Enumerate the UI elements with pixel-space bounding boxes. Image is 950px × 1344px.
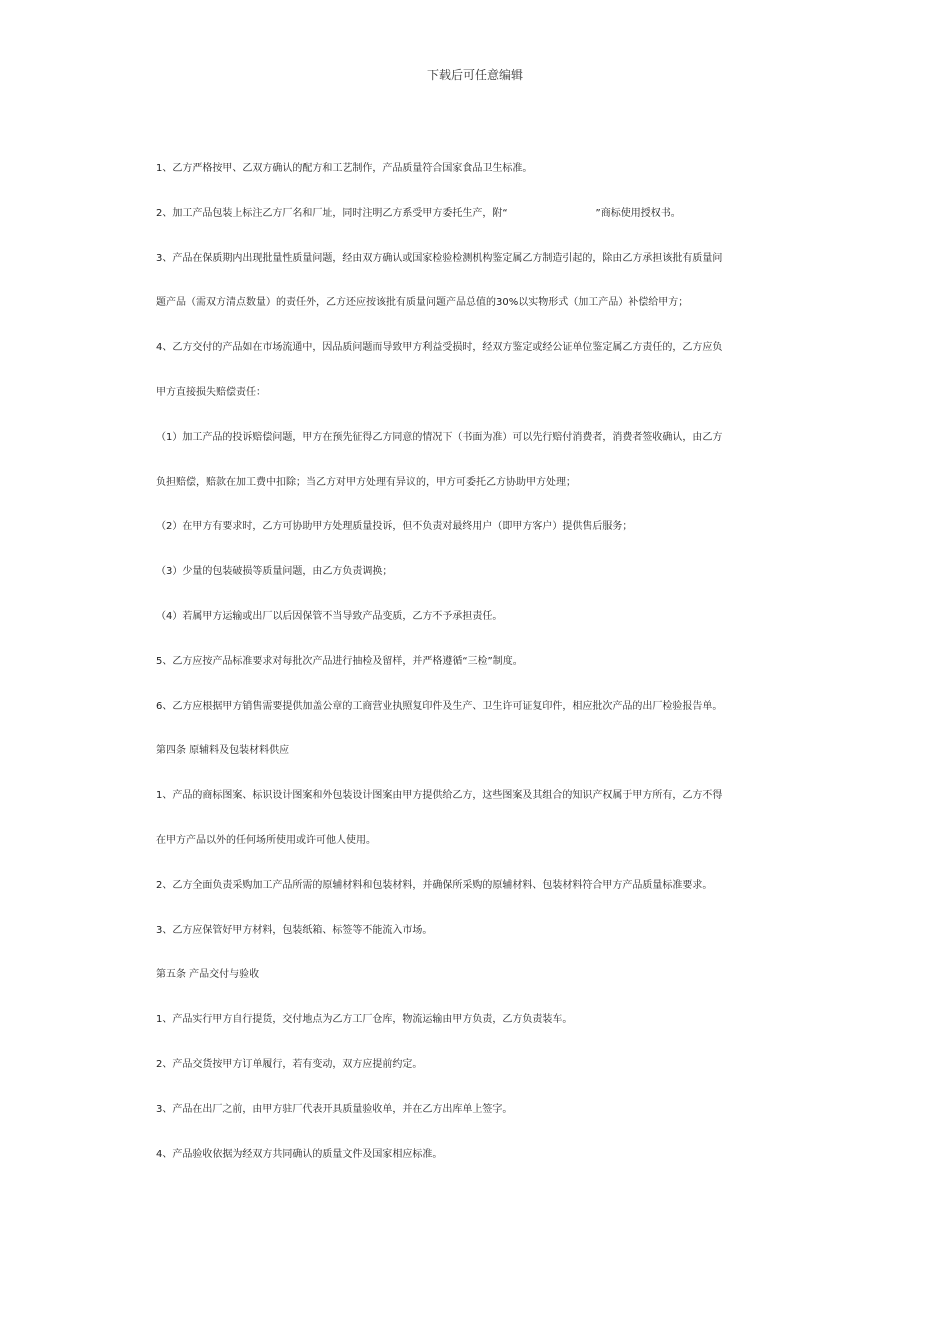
section-heading: 第四条 原辅料及包装材料供应 <box>156 745 290 757</box>
paragraph-line: 题产品（需双方清点数量）的责任外，乙方还应按该批有质量问题产品总值的30%以实物形式（加工产品）补偿给甲方； <box>156 297 689 309</box>
document-body <box>156 162 796 1192</box>
paragraph-line: 1、乙方严格按甲、乙双方确认的配方和工艺制作，产品质量符合国家食品卫生标准。 <box>156 163 533 174</box>
paragraph-line-trademark <box>156 207 796 221</box>
paragraph-line: （2）在甲方有要求时，乙方可协助甲方处理质量投诉，但不负责对最终用户（即甲方客户）提供售后服务； <box>156 521 633 533</box>
paragraph-line: 负担赔偿，赔款在加工费中扣除；当乙方对甲方处理有异议的，甲方可委托乙方协助甲方处理； <box>156 476 576 488</box>
paragraph-line: （3）少量的包装破损等质量问题，由乙方负责调换； <box>156 566 393 578</box>
paragraph-line: 4、产品验收依据为经双方共同确认的质量文件及国家相应标准。 <box>156 1148 443 1160</box>
paragraph-line: 2、产品交货按甲方订单履行，若有变动，双方应提前约定。 <box>156 1058 423 1070</box>
paragraph-line-tail: ”商标使用授权书。 <box>595 207 681 219</box>
paragraph-line: 1、产品实行甲方自行提货，交付地点为乙方工厂仓库，物流运输由甲方负责，乙方负责装车。 <box>156 1014 573 1026</box>
page-header: 下载后可任意编辑 <box>426 68 523 82</box>
paragraph-line: 3、产品在出厂之前，由甲方驻厂代表开具质量验收单，并在乙方出库单上签字。 <box>156 1103 513 1115</box>
paragraph-line: 3、产品在保质期内出现批量性质量问题，经由双方确认或国家检验检测机构鉴定属乙方制造引起的，除由乙方承担该批有质量问 <box>156 252 723 264</box>
paragraph-line: 2、乙方全面负责采购加工产品所需的原辅材料和包装材料，并确保所采购的原辅材料、包装材料符合甲方产品质量标准要求。 <box>156 879 713 891</box>
paragraph-line: 3、乙方应保管好甲方材料，包装纸箱、标签等不能流入市场。 <box>156 924 433 936</box>
paragraph-line: 5、乙方应按产品标准要求对每批次产品进行抽检及留样，并严格遵循“三检”制度。 <box>156 655 523 667</box>
paragraph-line: 1、产品的商标图案、标识设计图案和外包装设计图案由甲方提供给乙方，这些图案及其组合的知识产权属于甲方所有，乙方不得 <box>156 790 723 802</box>
paragraph-line: （4）若属甲方运输或出厂以后因保管不当导致产品变质，乙方不予承担责任。 <box>156 610 503 622</box>
paragraph-line: 6、乙方应根据甲方销售需要提供加盖公章的工商营业执照复印件及生产、卫生许可证复印件，相应批次产品的出厂检验报告单。 <box>156 700 723 712</box>
paragraph-line: 4、乙方交付的产品如在市场流通中，因品质问题而导致甲方利益受损时，经双方鉴定或经公证单位鉴定属乙方责任的，乙方应负 <box>156 342 723 354</box>
paragraph-line: （1）加工产品的投诉赔偿问题，甲方在预先征得乙方同意的情况下（书面为准）可以先行赔付消费者，消费者签收确认，由乙方 <box>156 431 723 443</box>
paragraph-line: 甲方直接损失赔偿责任： <box>156 386 266 398</box>
paragraph-line-text: 2、加工产品包装上标注乙方厂名和厂址，同时注明乙方系受甲方委托生产，附“ <box>156 207 508 219</box>
paragraph-line: 在甲方产品以外的任何场所使用或许可他人使用。 <box>156 834 376 846</box>
section-heading: 第五条 产品交付与验收 <box>156 969 260 981</box>
